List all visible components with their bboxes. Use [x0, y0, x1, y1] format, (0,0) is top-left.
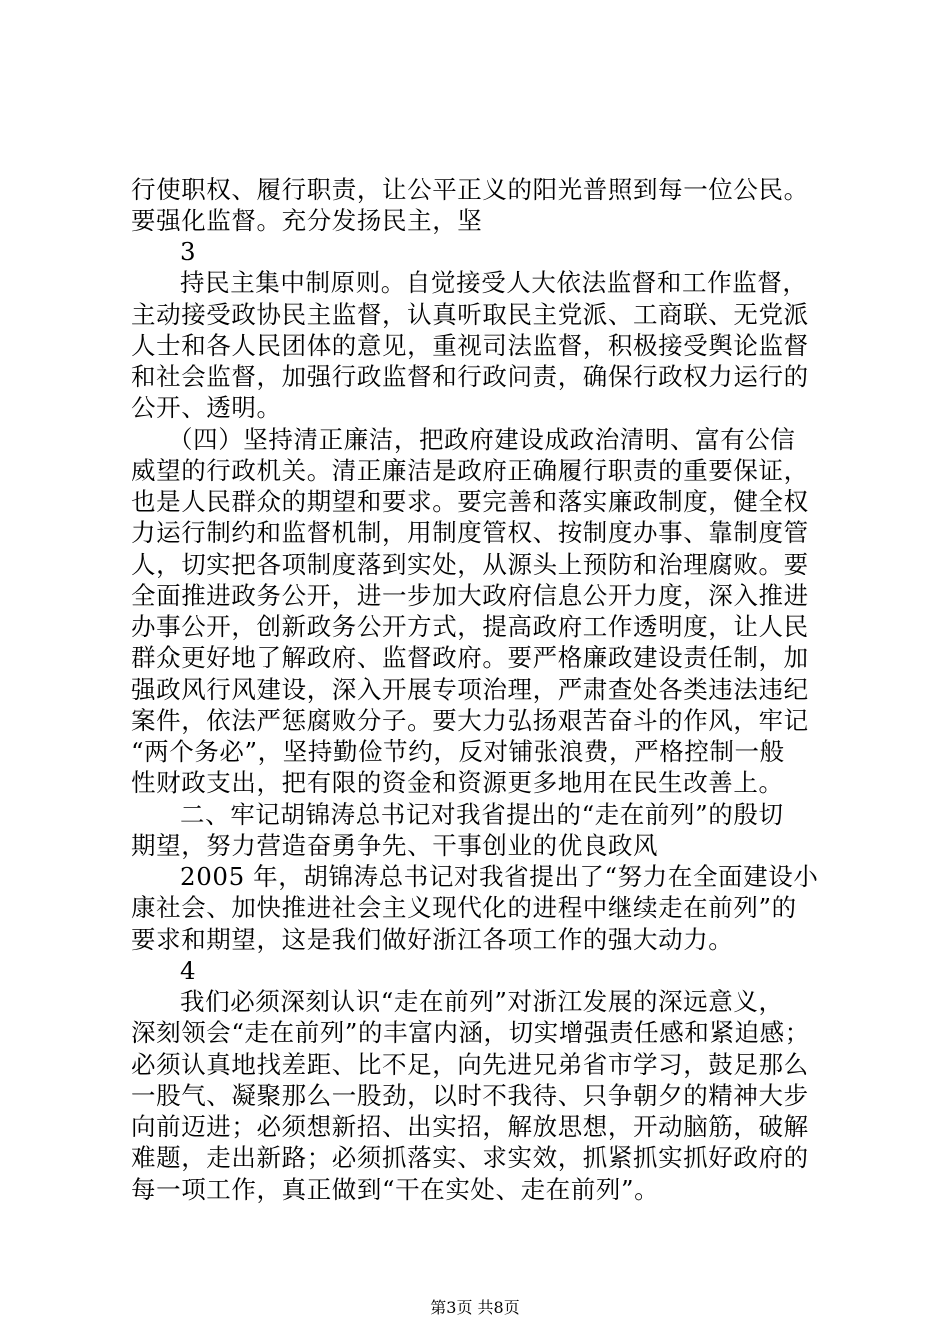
text-line: 强政风行风建设，深入开展专项治理，严肃查处各类违法违纪 [131, 675, 809, 704]
text-line: 人士和各人民团体的意见，重视司法监督，积极接受舆论监督 [131, 331, 809, 360]
text-line: 要强化监督。充分发扬民主，坚 [131, 206, 483, 235]
text-line: 难题，走出新路；必须抓落实、求实效，抓紧抓实抓好政府的 [131, 1143, 809, 1172]
page-marker: 4 [180, 956, 197, 985]
text-line: 2005 年，胡锦涛总书记对我省提出了“努力在全面建设小 [180, 862, 819, 891]
text-line: 持民主集中制原则。自觉接受人大依法监督和工作监督， [180, 268, 808, 297]
text-line: 办事公开，创新政务公开方式，提高政府工作透明度，让人民 [131, 612, 809, 641]
text-line: 一股气、凝聚那么一股劲，以时不我待、只争朝夕的精神大步 [131, 1081, 809, 1110]
section-heading: （四）坚持清正廉洁，把政府建设成政治清明、富有公信 [168, 425, 796, 454]
text-line: 康社会、加快推进社会主义现代化的进程中继续走在前列”的 [131, 893, 797, 922]
text-line: 深刻领会“走在前列”的丰富内涵，切实增强责任感和紧迫感； [131, 1018, 810, 1047]
text-line: 主动接受政协民主监督，认真听取民主党派、工商联、无党派 [131, 300, 809, 329]
text-line: “两个务必”，坚持勤俭节约，反对铺张浪费，严格控制一般 [131, 737, 785, 766]
text-line: 行使职权、履行职责，让公平正义的阳光普照到每一位公民。 [131, 175, 809, 204]
text-line: 要求和期望，这是我们做好浙江各项工作的强大动力。 [131, 925, 734, 954]
text-line: 全面推进政务公开，进一步加大政府信息公开力度，深入推进 [131, 581, 809, 610]
text-line: 威望的行政机关。清正廉洁是政府正确履行职责的重要保证， [131, 456, 809, 485]
text-line: 也是人民群众的期望和要求。要完善和落实廉政制度，健全权 [131, 487, 809, 516]
text-line: 和社会监督，加强行政监督和行政问责，确保行政权力运行的 [131, 362, 809, 391]
text-line: 每一项工作，真正做到“干在实处、走在前列”。 [131, 1175, 660, 1204]
text-line: 群众更好地了解政府、监督政府。要严格廉政建设责任制，加 [131, 643, 809, 672]
text-line: 我们必须深刻认识“走在前列”对浙江发展的深远意义， [180, 987, 784, 1016]
section-heading: 期望，努力营造奋勇争先、干事创业的优良政风 [131, 831, 659, 860]
text-line: 向前迈进；必须想新招、出实招，解放思想，开动脑筋，破解 [131, 1112, 809, 1141]
text-line: 人，切实把各项制度落到实处，从源头上预防和治理腐败。要 [131, 550, 809, 579]
page-marker: 3 [180, 237, 197, 266]
page-footer: 第3页 共8页 [430, 1298, 520, 1317]
text-line: 性财政支出，把有限的资金和资源更多地用在民生改善上。 [131, 768, 784, 797]
section-heading: 二、牢记胡锦涛总书记对我省提出的“走在前列”的殷切 [180, 800, 784, 829]
text-line: 必须认真地找差距、比不足，向先进兄弟省市学习，鼓足那么 [131, 1050, 809, 1079]
text-line: 公开、透明。 [131, 393, 282, 422]
text-line: 案件，依法严惩腐败分子。要大力弘扬艰苦奋斗的作风，牢记 [131, 706, 809, 735]
text-line: 力运行制约和监督机制，用制度管权、按制度办事、靠制度管 [131, 518, 809, 547]
